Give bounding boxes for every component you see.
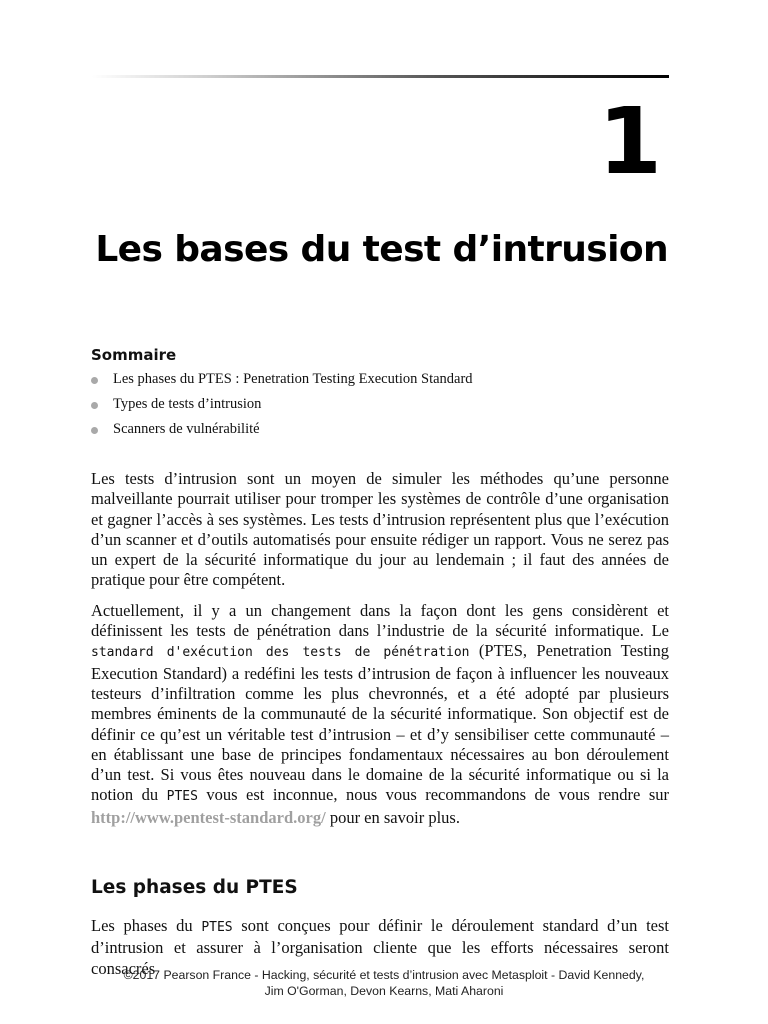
text-run: Les phases du xyxy=(91,916,202,935)
summary-list xyxy=(91,367,671,442)
code-term: PTES xyxy=(201,920,233,935)
summary-item xyxy=(91,392,671,417)
bullet-icon xyxy=(91,427,98,434)
summary-title: Sommaire xyxy=(91,346,177,364)
body-text xyxy=(91,469,669,838)
summary-item-label: Scanners de vulnérabilité xyxy=(113,421,260,437)
pentest-standard-link[interactable]: http://www.pentest-standard.org/ xyxy=(91,807,326,827)
chapter-title: Les bases du test d’intrusion xyxy=(95,229,668,270)
bullet-icon xyxy=(91,377,98,384)
section-heading: Les phases du PTES xyxy=(91,877,298,898)
text-run: vous est inconnue, nous vous recommandons de vous rendre sur xyxy=(197,785,669,805)
text-run: pour en savoir plus. xyxy=(325,807,460,827)
code-term: PTES xyxy=(166,789,198,805)
summary-box xyxy=(91,345,671,442)
page-footer xyxy=(0,967,768,999)
text-run: (PTES, Penetration Testing Execution Standard) a redéfini les tests d’intrusion de façon à influencer les nouveaux testeurs d’infiltration comme les plus chevronnés, et a été adopté par plusieurs membres éminents de la communauté de la sécurité informatique. Son objectif est de définir ce qu’est un véritable test d’intrusion – et d’y sensibiliser cette communauté – en établissant une base de principes fondamentaux nécessaires au bon déroulement d’un test. Si vous êtes nouveau dans le domaine de la sécurité informatique ou si la notion du xyxy=(91,641,669,805)
header-rule xyxy=(92,75,669,78)
summary-item xyxy=(91,367,671,392)
bullet-icon xyxy=(91,402,98,409)
summary-item xyxy=(91,417,671,442)
summary-item-label: Les phases du PTES : Penetration Testing Execution Standard xyxy=(113,371,473,387)
footer-line: Jim O'Gorman, Devon Kearns, Mati Aharoni xyxy=(264,984,504,998)
paragraph: Les tests d’intrusion sont un moyen de simuler les méthodes qu’une personne malveillante pourrait utiliser pour tromper les systèmes de contrôle d’une organisation et gagner l’accès à ses systèmes. Les tests d’intrusion représentent plus que l’exécution d’un scanner et d’outils automatisés pour ensuite rédiger un rapport. Vous ne serez pas un expert de la sécurité informatique du jour au lendemain ; il faut des années de pratique pour être compétent. xyxy=(91,469,669,590)
chapter-number: 1 xyxy=(597,88,662,195)
text-run: sont conçues pour définir le déroulement standard d’un test d’intrusion et assurer à l’organisation cliente que les efforts nécessaires seront consacrés xyxy=(91,916,669,978)
code-term: standard d'exécution des tests de pénétration xyxy=(91,645,470,661)
summary-item-label: Types de tests d’intrusion xyxy=(113,396,262,412)
footer-line: ©2017 Pearson France - Hacking, sécurité et tests d’intrusion avec Metasploit - David Kennedy, xyxy=(123,968,645,982)
paragraph xyxy=(91,601,669,828)
text-run: Actuellement, il y a un changement dans la façon dont les gens considèrent et définissent les tests de pénétration dans l’industrie de la sécurité informatique. Le xyxy=(91,600,669,641)
